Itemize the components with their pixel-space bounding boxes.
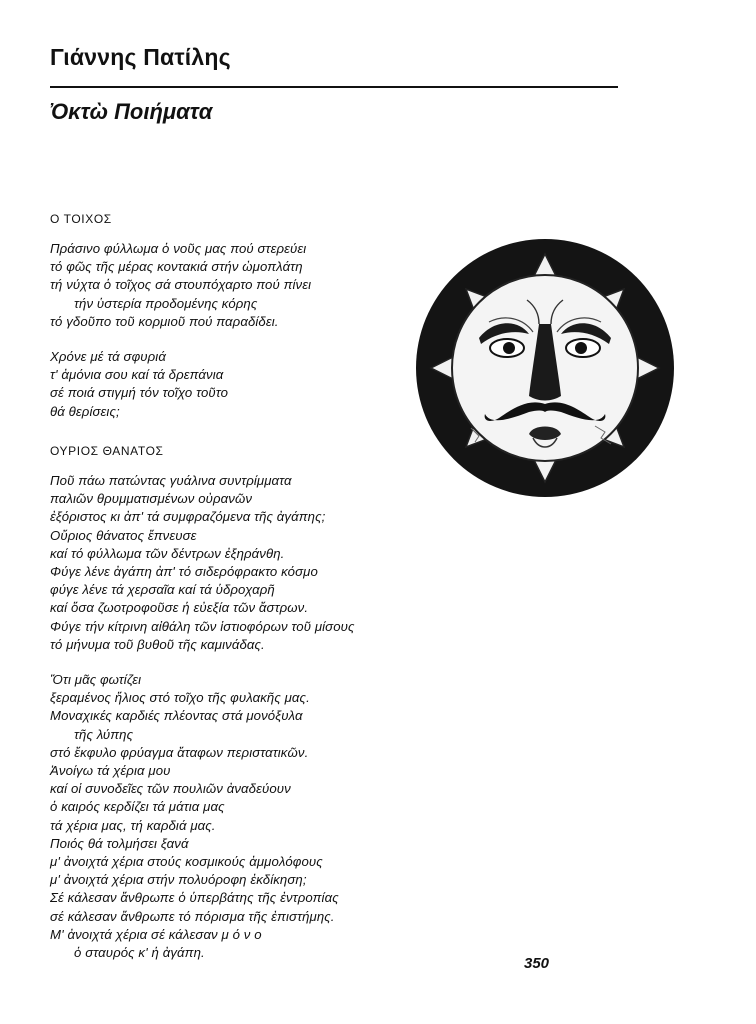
poem-line: μ' ἀνοιχτά χέρια στούς κοσμικούς ἀμμολόφους <box>50 854 323 870</box>
poem-line: θά θερίσεις; <box>50 403 120 419</box>
poem-line: τ' ἀμόνια σου καί τά δρεπάνια <box>50 367 224 383</box>
author-name: Γιάννης Πατίλης <box>50 44 231 70</box>
poem-line: τῆς λύπης <box>74 726 134 742</box>
poem-title: ΟΥΡΙΟΣ ΘΑΝΑΤΟΣ <box>50 444 164 458</box>
poem-line: ὁ σταυρός κ' ἡ ἀγάπη. <box>74 945 205 961</box>
poem-line: Μ' ἀνοιχτά χέρια σέ κάλεσαν μ ό ν ο <box>50 926 262 942</box>
poem-line: καί τό φύλλωμα τῶν δέντρων ἐξηράνθη. <box>50 545 285 561</box>
poem-line: τό γδοῦπο τοῦ κορμιοῦ πού παραδίδει. <box>50 313 279 329</box>
poem-line: παλιῶν θρυμματισμένων οὐρανῶν <box>50 491 253 507</box>
poem-line: ἐξόριστος κι ἀπ' τά συμφραζόμενα τῆς ἀγάπης; <box>50 509 326 525</box>
poem-stanza <box>50 671 339 962</box>
poem-line: ὁ καιρός κερδίζει τά μάτια μας <box>50 799 225 815</box>
poem-line: τήν ὑστερία προδομένης κόρης <box>74 295 258 311</box>
poem-line: τά χέρια μας, τή καρδιά μας. <box>50 817 216 833</box>
poem-line: μ' ἀνοιχτά χέρια στήν πολυόροφη ἐκδίκηση; <box>50 872 307 888</box>
header-rule <box>50 86 618 88</box>
poem-line: Πράσινο φύλλωμα ὁ νοῦς μας πού στερεύει <box>50 241 307 256</box>
poem-stanza <box>50 348 228 421</box>
collection-title: Ὀκτὼ Ποιήματα <box>50 99 213 124</box>
poem-line: τό μήνυμα τοῦ βυθοῦ τῆς καμινάδας. <box>50 636 265 652</box>
poem-stanza <box>50 240 311 331</box>
poem-line: Φύγε τήν κίτρινη αἰθάλη τῶν ἱστιοφόρων τοῦ μίσους <box>50 618 355 634</box>
poem-line: σέ ποιά στιγμή τόν τοῖχο τοῦτο <box>50 385 229 401</box>
poem-line: σέ κάλεσαν ἄνθρωπε τό πόρισμα τῆς ἐπιστήμης. <box>50 908 335 924</box>
poem-title: Ο ΤΟΙΧΟΣ <box>50 212 112 226</box>
poem-line: καί οἱ συνοδεῖες τῶν πουλιῶν ἀναδεύουν <box>50 781 291 797</box>
poem-line: Χρόνε μέ τά σφυριά <box>50 349 166 364</box>
poem-line: τό φῶς τῆς μέρας κοντακιά στήν ὠμοπλάτη <box>50 259 303 275</box>
poem-line: Σέ κάλεσαν ἄνθρωπε ὁ ὑπερβάτης τῆς ἐντροπίας <box>50 890 339 906</box>
poem-line: Μοναχικές καρδιές πλέοντας στά μονόξυλα <box>50 708 303 724</box>
poem-line: Ποιός θά τολμήσει ξανά <box>50 835 189 851</box>
poem-line: ξεραμένος ἥλιος στό τοῖχο τῆς φυλακῆς μας. <box>50 690 310 706</box>
poem-line: Ποῦ πάω πατώντας γυάλινα συντρίμματα <box>50 473 292 488</box>
poem-stanza <box>50 472 355 654</box>
poem-line: φύγε λένε τά χερσαῖα καί τά ὑδροχαρῆ <box>50 582 275 598</box>
poem-line: Φύγε λένε ἀγάπη ἀπ' τό σιδερόφρακτο κόσμο <box>50 564 318 580</box>
sun-face-illustration <box>415 238 675 498</box>
poem-line: Οὔριος θάνατος ἔπνευσε <box>50 527 197 543</box>
poem-line: τή νύχτα ὁ τοῖχος σά στουπόχαρτο πού πίνει <box>50 277 312 293</box>
page-number: 350 <box>524 955 550 972</box>
poem-line: καί ὅσα ζωοτροφοῦσε ἡ εὐεξία τῶν ἄστρων. <box>50 600 309 616</box>
poem-line: στό ἔκφυλο φρύαγμα ἄταφων περιστατικῶν. <box>50 744 309 760</box>
poem-line: Ὅτι μᾶς φωτίζει <box>50 672 142 687</box>
poem-line: Ἀνοίγω τά χέρια μου <box>50 763 171 779</box>
